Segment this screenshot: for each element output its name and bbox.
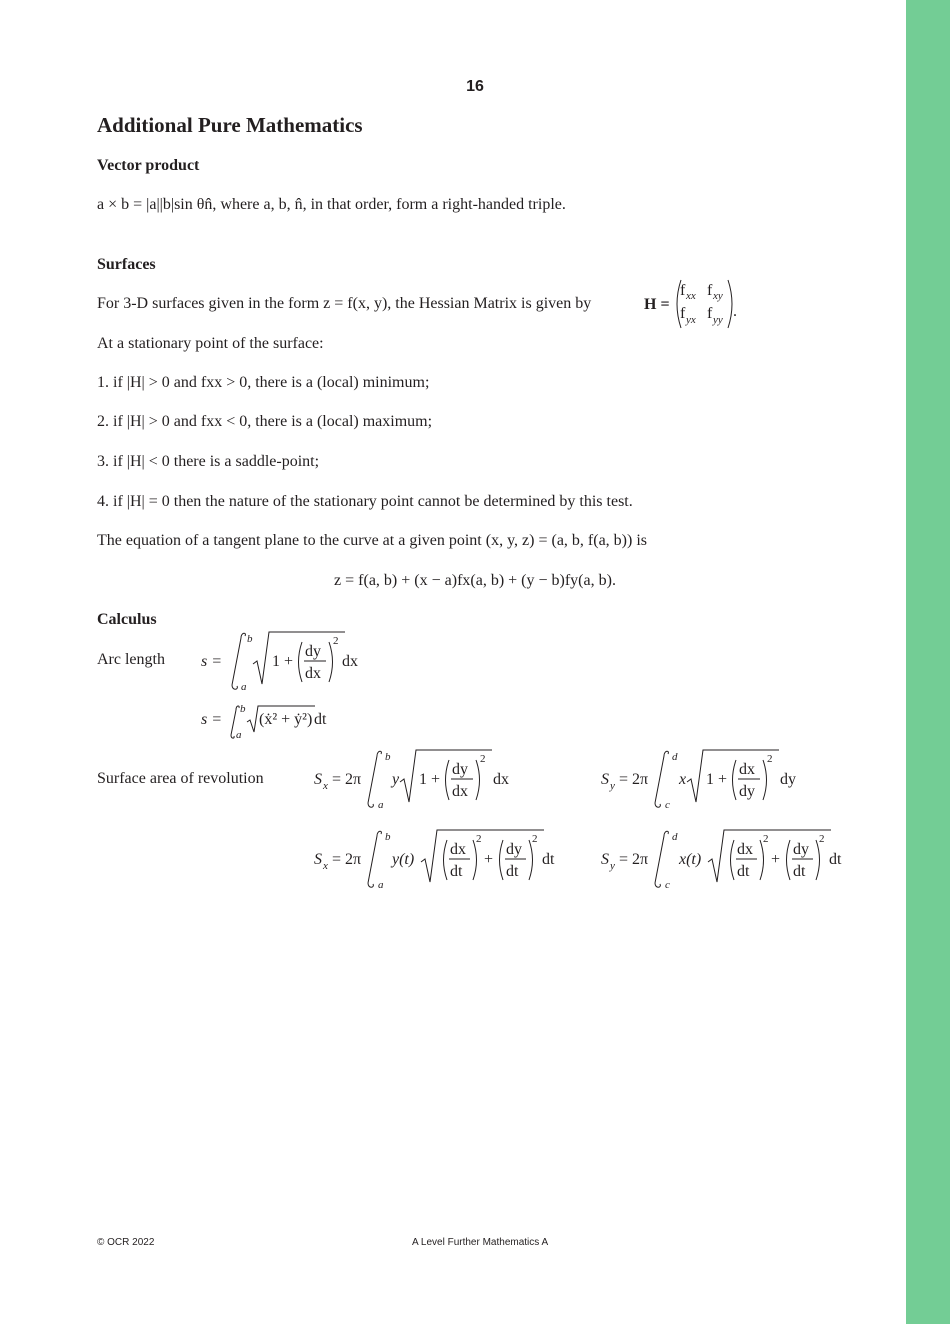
surfaces-heading: Surfaces [97, 256, 156, 273]
svg-text:y: y [392, 771, 400, 788]
svg-text:= 2π: = 2π [619, 771, 649, 788]
svg-text:S: S [601, 771, 609, 788]
svg-text:dy: dy [780, 771, 796, 788]
svg-text:b: b [385, 831, 391, 843]
svg-text:f: f [707, 305, 713, 322]
svg-text:(ẋ² + ẏ²): (ẋ² + ẏ²) [259, 711, 313, 728]
condition-1: 1. if |H| > 0 and fxx > 0, there is a (local) minimum; [97, 374, 430, 391]
svg-text:2: 2 [767, 753, 773, 765]
svg-text:a: a [241, 681, 247, 693]
page-number: 16 [466, 78, 484, 95]
page-title: Additional Pure Mathematics [97, 113, 363, 137]
svg-text:S: S [601, 851, 609, 868]
svg-text:a: a [378, 799, 384, 811]
svg-text:2: 2 [476, 833, 482, 845]
svg-text:c: c [665, 799, 670, 811]
svg-text:dy: dy [452, 761, 468, 778]
vector-product-formula: a × b = |a||b|sin θn̂, where a, b, n̂, in that order, form a right-handed triple. [97, 196, 566, 213]
stationary-point-text: At a stationary point of the surface: [97, 335, 324, 352]
svg-text:2: 2 [819, 833, 825, 845]
surface-area-x-cartesian [310, 746, 530, 812]
svg-text:dt: dt [506, 863, 519, 880]
svg-text:a: a [378, 879, 384, 891]
svg-text:= 2π: = 2π [332, 771, 362, 788]
svg-text:dy: dy [506, 841, 522, 858]
svg-text:dx: dx [450, 841, 466, 858]
svg-text:x(t): x(t) [679, 851, 702, 868]
svg-text:x: x [323, 860, 328, 872]
arc-length-cartesian-formula [195, 628, 375, 694]
calculus-heading: Calculus [97, 611, 157, 628]
svg-text:S: S [314, 771, 322, 788]
arc-length-parametric-formula [195, 700, 345, 742]
svg-text:xy: xy [713, 290, 723, 302]
svg-text:= 2π: = 2π [332, 851, 362, 868]
svg-text:1 +: 1 + [419, 771, 441, 788]
tangent-plane-intro: The equation of a tangent plane to the curve at a given point (x, y, z) = (a, b, f(a, b)) is [97, 532, 648, 549]
svg-text:dt: dt [737, 863, 750, 880]
svg-text:dt: dt [829, 851, 842, 868]
svg-text:y: y [610, 860, 615, 872]
green-side-bar [906, 0, 950, 1324]
svg-text:b: b [247, 633, 253, 645]
svg-text:= 2π: = 2π [619, 851, 649, 868]
footer-copyright: © OCR 2022 [97, 1237, 155, 1248]
svg-text:1 +: 1 + [706, 771, 728, 788]
condition-3: 3. if |H| < 0 there is a saddle-point; [97, 453, 320, 470]
svg-text:s =: s = [201, 653, 223, 670]
svg-text:1 +: 1 + [272, 653, 294, 670]
svg-text:y(t): y(t) [392, 851, 415, 868]
svg-text:d: d [672, 751, 678, 763]
footer-title: A Level Further Mathematics A [412, 1237, 549, 1248]
svg-text:x: x [323, 780, 328, 792]
svg-text:.: . [733, 303, 737, 320]
vector-product-heading: Vector product [97, 157, 200, 174]
svg-text:dx: dx [452, 783, 468, 800]
surface-area-y-cartesian [597, 746, 817, 812]
surface-area-x-parametric [310, 826, 570, 892]
condition-2: 2. if |H| > 0 and fxx < 0, there is a (local) maximum; [97, 413, 433, 430]
svg-text:s =: s = [201, 711, 223, 728]
svg-text:S: S [314, 851, 322, 868]
svg-text:dy: dy [793, 841, 809, 858]
svg-text:dy: dy [305, 643, 321, 660]
svg-text:b: b [385, 751, 391, 763]
svg-text:dt: dt [450, 863, 463, 880]
svg-text:f: f [707, 282, 713, 299]
svg-text:y: y [610, 780, 615, 792]
svg-text:yx: yx [686, 314, 696, 326]
svg-text:f: f [680, 282, 686, 299]
svg-text:b: b [240, 703, 246, 715]
svg-text:2: 2 [532, 833, 538, 845]
arc-length-label: Arc length [97, 651, 165, 668]
svg-text:dx: dx [342, 653, 358, 670]
svg-text:dy: dy [739, 783, 755, 800]
svg-text:2: 2 [763, 833, 769, 845]
svg-text:x: x [679, 771, 687, 788]
svg-text:2: 2 [480, 753, 486, 765]
hessian-intro: For 3-D surfaces given in the form z = f(x, y), the Hessian Matrix is given by [97, 295, 592, 312]
svg-text:dt: dt [314, 711, 327, 728]
svg-text:+: + [484, 851, 494, 868]
svg-text:2: 2 [333, 635, 339, 647]
svg-text:H =: H = [644, 296, 670, 313]
svg-text:d: d [672, 831, 678, 843]
svg-text:dx: dx [737, 841, 753, 858]
svg-text:dx: dx [305, 665, 321, 682]
svg-text:+: + [771, 851, 781, 868]
condition-4: 4. if |H| = 0 then the nature of the stationary point cannot be determined by this test. [97, 493, 633, 510]
svg-text:dt: dt [793, 863, 806, 880]
tangent-plane-equation: z = f(a, b) + (x − a)fx(a, b) + (y − b)fy(a, b). [334, 572, 616, 589]
svg-text:f: f [680, 305, 686, 322]
svg-text:dx: dx [493, 771, 509, 788]
svg-text:c: c [665, 879, 670, 891]
hessian-matrix [640, 276, 750, 332]
svg-text:dx: dx [739, 761, 755, 778]
svg-text:dt: dt [542, 851, 555, 868]
svg-text:xx: xx [686, 290, 696, 302]
svg-text:yy: yy [713, 314, 723, 326]
surface-area-label: Surface area of revolution [97, 770, 264, 787]
surface-area-y-parametric [597, 826, 857, 892]
svg-text:a: a [236, 729, 242, 741]
